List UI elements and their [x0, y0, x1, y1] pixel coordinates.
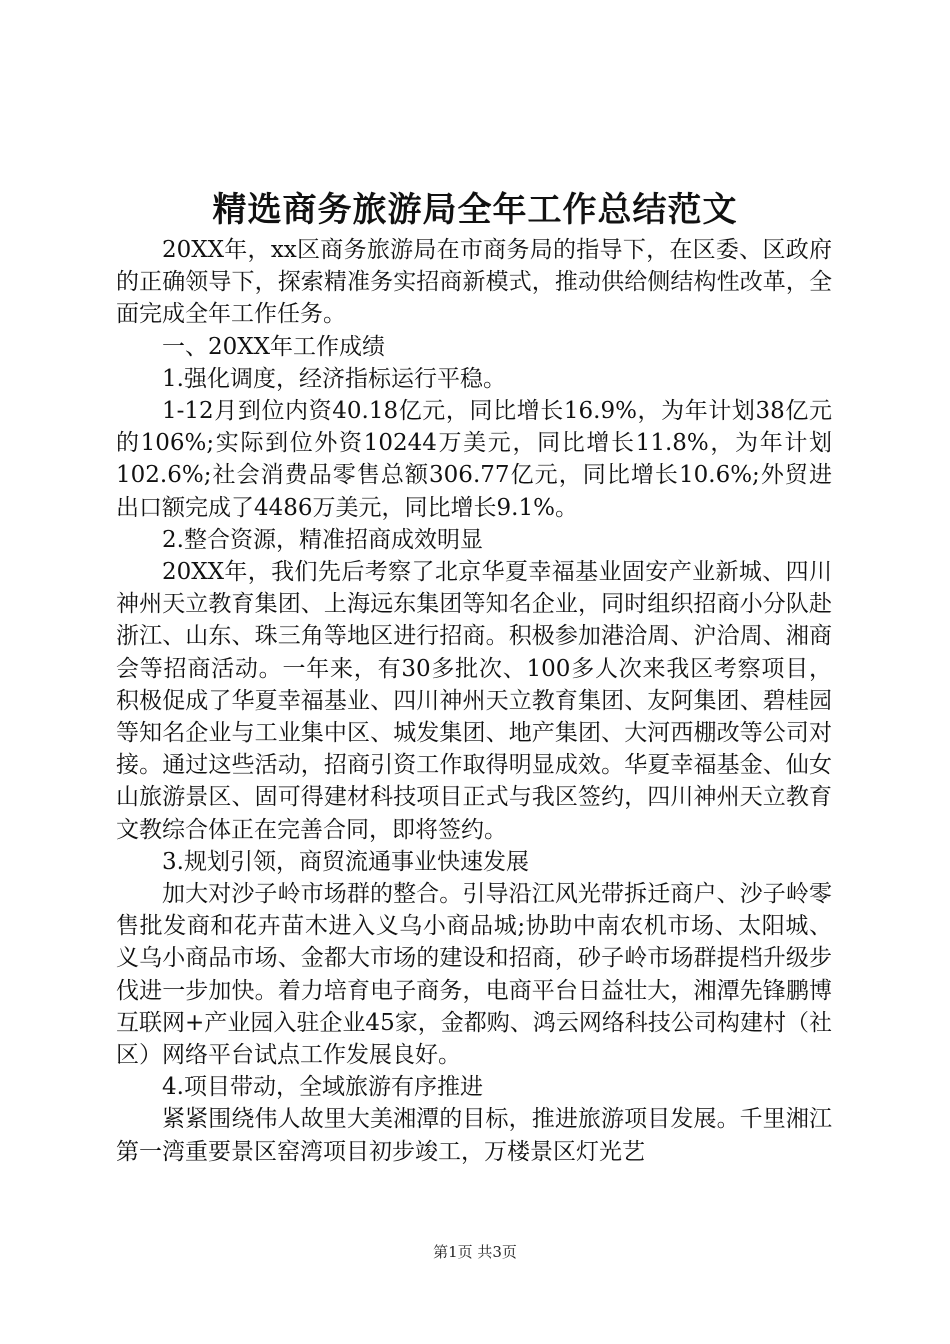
paragraph: 20XX年，我们先后考察了北京华夏幸福基业固安产业新城、四川神州天立教育集团、上海远东集团等知名企业，同时组织招商小分队赴浙江、山东、珠三角等地区进行招商。积极参加港洽周、沪洽周、湘商会等招商活动。一年来，有30多批次、100多人次来我区考察项目，积极促成了华夏幸福基业、四川神州天立教育集团、友阿集团、碧桂园等知名企业与工业集中区、城发集团、地产集团、大河西棚改等公司对接。通过这些活动，招商引资工作取得明显成效。华夏幸福基金、仙女山旅游景区、固可得建材科技项目正式与我区签约，四川神州天立教育文教综合体正在完善合同，即将签约。 — [116, 559, 832, 843]
subsection-heading: 1.强化调度，经济指标运行平稳。 — [162, 365, 506, 392]
subsection-heading: 2.整合资源，精准招商成效明显 — [162, 526, 483, 553]
paragraph: 加大对沙子岭市场群的整合。引导沿江风光带拆迁商户、沙子岭零售批发商和花卉苗木进入义乌小商品城;协助中南农机市场、太阳城、义乌小商品市场、金都大市场的建设和招商，砂子岭市场群提档升级步伐进一步加快。着力培育电子商务，电商平台日益壮大，湘潭先锋鹏博互联网+产业园入驻企业45家，金都购、鸿云网络科技公司构建村（社区）网络平台试点工作发展良好。 — [116, 881, 832, 1069]
page-indicator: 第1页 共3页 — [433, 1243, 517, 1261]
paragraph-intro: 20XX年，xx区商务旅游局在市商务局的指导下，在区委、区政府的正确领导下，探索精准务实招商新模式，推动供给侧结构性改革，全面完成全年工作任务。 — [116, 237, 832, 328]
subsection-heading: 3.规划引领，商贸流通事业快速发展 — [162, 848, 529, 875]
document-body — [116, 234, 832, 1168]
document-title: 精选商务旅游局全年工作总结范文 — [212, 190, 738, 230]
section-heading: 一、20XX年工作成绩 — [162, 333, 386, 360]
subsection-heading: 4.项目带动，全域旅游有序推进 — [162, 1074, 483, 1101]
paragraph: 1-12月到位内资40.18亿元，同比增长16.9%，为年计划38亿元的106%;实际到位外资10244万美元，同比增长11.8%，为年计划102.6%;社会消费品零售总额306.77亿元，同比增长10.6%;外贸进出口额完成了4486万美元，同比增长9.1%。 — [116, 398, 832, 521]
paragraph: 紧紧围绕伟人故里大美湘潭的目标，推进旅游项目发展。千里湘江第一湾重要景区窑湾项目初步竣工，万楼景区灯光艺 — [116, 1106, 832, 1165]
